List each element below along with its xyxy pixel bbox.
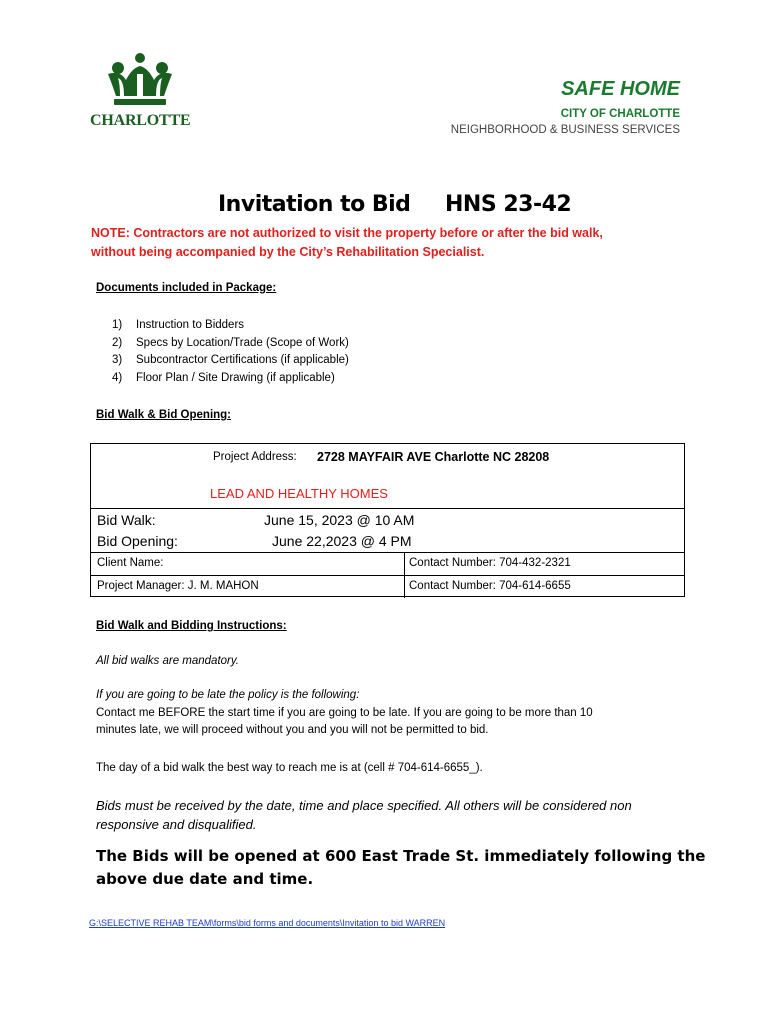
list-item: 1) Instruction to Bidders bbox=[112, 319, 245, 331]
bid-walk-label: Bid Walk: bbox=[97, 512, 156, 528]
bid-walk-date: June 15, 2023 @ 10 AM bbox=[264, 512, 415, 528]
project-manager: Project Manager: J. M. MAHON bbox=[97, 580, 259, 592]
late-line-1: Contact me BEFORE the start time if you are going to be late. If you are going to be more than 10 bbox=[96, 707, 593, 719]
reach-text: The day of a bid walk the best way to reach me is at (cell # 704-614-6655_). bbox=[96, 762, 483, 774]
logo-wordmark: CHARLOTTE bbox=[90, 112, 191, 129]
client-contact-number: Contact Number: 704-432-2321 bbox=[409, 557, 571, 569]
bid-opening-date: June 22,2023 @ 4 PM bbox=[272, 533, 412, 549]
late-policy-text: If you are going to be late the policy is the following: bbox=[96, 689, 360, 701]
bid-walk-heading: Bid Walk & Bid Opening: bbox=[96, 409, 232, 421]
mandatory-text: All bid walks are mandatory. bbox=[96, 655, 239, 667]
documents-heading: Documents included in Package: bbox=[96, 282, 277, 294]
list-item: 4) Floor Plan / Site Drawing (if applicable) bbox=[112, 371, 335, 384]
bid-number: HNS 23-42 bbox=[445, 192, 572, 217]
opening-line-2: above due date and time. bbox=[96, 870, 314, 888]
department-name: NEIGHBORHOOD & BUSINESS SERVICES bbox=[450, 124, 680, 136]
instructions-heading: Bid Walk and Bidding Instructions: bbox=[96, 620, 287, 632]
note-line-2: without being accompanied by the City’s Rehabilitation Specialist. bbox=[91, 245, 485, 259]
program-name: LEAD AND HEALTHY HOMES bbox=[210, 486, 388, 501]
crown-icon bbox=[88, 52, 192, 110]
address-label: Project Address: bbox=[213, 451, 297, 463]
city-name: CITY OF CHARLOTTE bbox=[560, 108, 680, 120]
list-item: 2) Specs by Location/Trade (Scope of Work) bbox=[112, 336, 349, 349]
file-path-link[interactable]: G:\SELECTIVE REHAB TEAM\forms\bid forms and documents\Invitation to bid WARREN bbox=[89, 918, 446, 928]
charlotte-logo bbox=[88, 52, 192, 132]
client-name-label: Client Name: bbox=[97, 557, 164, 569]
pm-contact-number: Contact Number: 704-614-6655 bbox=[409, 580, 571, 592]
address-value: 2728 MAYFAIR AVE Charlotte NC 28208 bbox=[317, 450, 550, 464]
bid-opening-label: Bid Opening: bbox=[97, 533, 178, 549]
opening-statement bbox=[96, 845, 705, 891]
list-item: 3) Subcontractor Certifications (if applicable) bbox=[112, 354, 349, 366]
documents-list bbox=[112, 317, 349, 387]
received-line-2: responsive and disqualified. bbox=[96, 817, 257, 832]
late-line-2: minutes late, we will proceed without you and you will not be permitted to bid. bbox=[96, 724, 489, 736]
opening-line-1: The Bids will be opened at 600 East Trade St. immediately following the bbox=[96, 847, 706, 865]
page-title: Invitation to Bid bbox=[218, 192, 411, 217]
project-details-table bbox=[90, 443, 685, 597]
received-line-1: Bids must be received by the date, time and place specified. All others will be considered non bbox=[96, 798, 632, 813]
contractor-note bbox=[91, 224, 691, 262]
note-line-1: NOTE: Contractors are not authorized to visit the property before or after the bid walk, bbox=[91, 226, 603, 240]
program-title: SAFE HOME bbox=[561, 78, 680, 100]
